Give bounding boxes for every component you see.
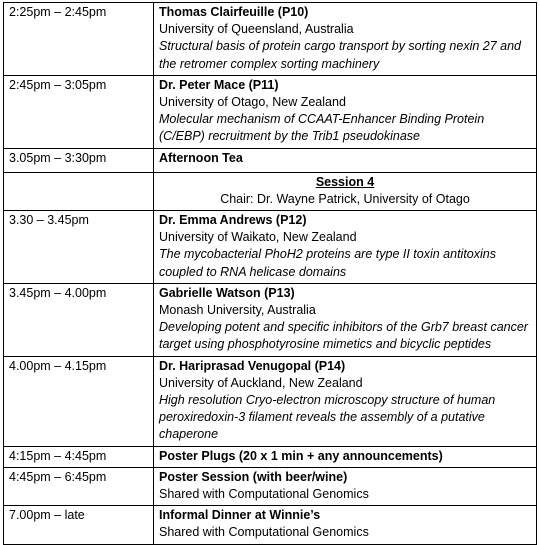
table-row [4,506,537,544]
affiliation: Monash University, Australia [159,303,316,318]
table-row [4,211,537,284]
talk-title: The mycobacterial PhoH2 proteins are type II toxin antitoxins coupled to RNA helicase domains [159,247,496,279]
talk-title: Molecular mechanism of CCAAT-Enhancer Binding Protein (C/EBP) recruitment by the Trib1 pseudokinase [159,112,485,144]
talk-cell [154,467,537,505]
affiliation: University of Otago, New Zealand [159,95,346,110]
talk-title: Developing potent and specific inhibitors of the Grb7 breast cancer target using phosphotyrosine mimetics and bicyclic peptides [159,320,528,352]
table-row [4,75,537,148]
talk-cell [154,3,537,76]
time-cell: 4.00pm – 4.15pm [4,356,154,446]
table-row [4,467,537,505]
table-row [4,356,537,446]
talk-cell [154,506,537,544]
speaker-name: Dr. Peter Mace (P11) [159,77,279,92]
time-cell: 2:25pm – 2:45pm [4,3,154,76]
schedule-table [3,2,537,545]
event-note: Shared with Computational Genomics [159,525,369,540]
time-cell: 4:15pm – 4:45pm [4,446,154,467]
affiliation: University of Queensland, Australia [159,22,354,37]
time-cell: 7.00pm – late [4,506,154,544]
talk-cell [154,148,537,172]
talk-title: High resolution Cryo-electron microscopy structure of human peroxiredoxin-3 filament reveals the assembly of a putative chaperone [159,393,496,442]
session-cell [154,172,537,210]
affiliation: University of Waikato, New Zealand [159,230,357,245]
time-cell: 3.30 – 3.45pm [4,211,154,284]
session-chair: Chair: Dr. Wayne Patrick, University of Otago [220,191,470,206]
break-name: Afternoon Tea [159,150,243,165]
event-name: Poster Plugs (20 x 1 min + any announcements) [159,448,443,463]
event-name: Informal Dinner at Winnie’s [159,508,321,523]
session-title: Session 4 [315,174,375,189]
table-row [4,446,537,467]
time-cell [4,172,154,210]
speaker-name: Thomas Clairfeuille (P10) [159,5,309,19]
speaker-name: Dr. Emma Andrews (P12) [159,213,307,228]
time-cell: 3.05pm – 3:30pm [4,148,154,172]
affiliation: University of Auckland, New Zealand [159,375,363,390]
table-row [4,148,537,172]
talk-cell [154,283,537,356]
talk-cell [154,356,537,446]
talk-cell [154,211,537,284]
speaker-name: Dr. Hariprasad Venugopal (P14) [159,358,346,373]
talk-cell [154,446,537,467]
table-row [4,3,537,76]
talk-cell [154,75,537,148]
table-row [4,283,537,356]
speaker-name: Gabrielle Watson (P13) [159,285,295,300]
time-cell: 4:45pm – 6:45pm [4,467,154,505]
talk-title: Structural basis of protein cargo transport by sorting nexin 27 and the retromer complex sorting machinery [159,39,522,71]
time-cell: 2:45pm – 3:05pm [4,75,154,148]
table-row [4,172,537,210]
time-cell: 3.45pm – 4.00pm [4,283,154,356]
event-name: Poster Session (with beer/wine) [159,469,348,484]
event-note: Shared with Computational Genomics [159,487,369,502]
